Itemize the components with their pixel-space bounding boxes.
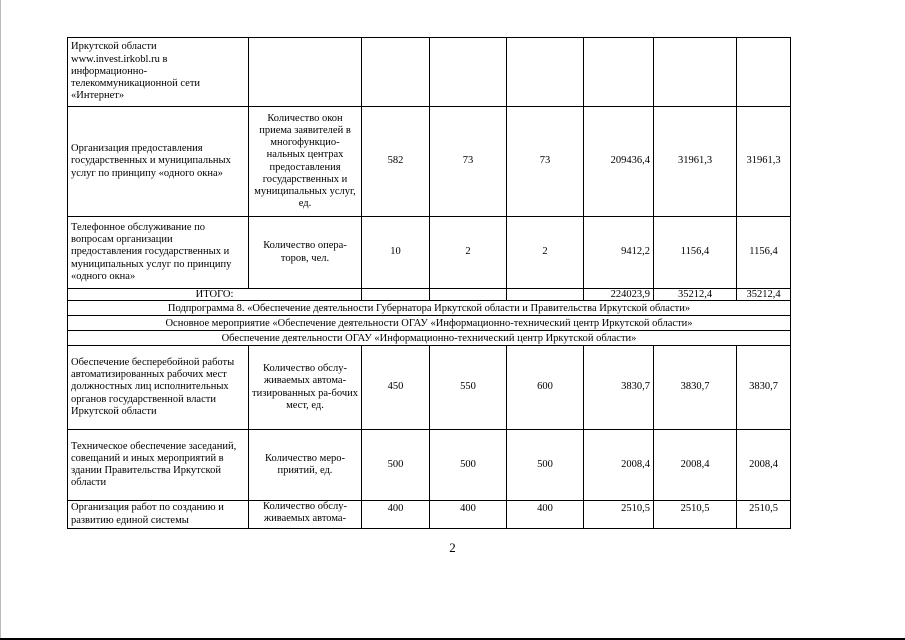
cell-name: Телефонное обслуживание по вопросам организации предоставления государственных и муниципальных услуг по принципу «одного окна» [68, 217, 249, 289]
cell-name: Техническое обеспечение заседаний, совещаний и иных мероприятий в здании Правительства Иркутской области [68, 430, 249, 501]
table-row [68, 38, 791, 107]
cell-name: Организация предоставления государственных и муниципальных услуг по принципу «одного окна» [68, 107, 249, 217]
table-row [68, 217, 791, 289]
cell-value: 1156,4 [737, 217, 791, 289]
total-value: 35212,4 [737, 289, 791, 301]
activity-title: Обеспечение деятельности ОГАУ «Информационно-технический центр Иркутской области» [68, 331, 791, 346]
cell-value: 600 [507, 346, 584, 430]
cell-value [430, 38, 507, 107]
cell-value: 582 [362, 107, 430, 217]
subprogram-title: Подпрограмма 8. «Обеспечение деятельности Губернатора Иркутской области и Правительства Иркутской области» [68, 301, 791, 316]
cell-value: 3830,7 [584, 346, 654, 430]
cell-indicator: Количество меро-приятий, ед. [249, 430, 362, 501]
cell-value: 500 [362, 430, 430, 501]
cell-value: 2008,4 [584, 430, 654, 501]
cell-value: 31961,3 [737, 107, 791, 217]
cell-value [654, 38, 737, 107]
cell-value: 10 [362, 217, 430, 289]
cell-value: 3830,7 [737, 346, 791, 430]
cell-value [737, 38, 791, 107]
cell-value: 450 [362, 346, 430, 430]
cell-value: 1156,4 [654, 217, 737, 289]
cell-value: 400 [507, 501, 584, 529]
cell-name: Обеспечение бесперебойной работы автоматизированных рабочих мест должностных лиц исполнительных органов государственной власти Иркутской области [68, 346, 249, 430]
cell-value: 400 [430, 501, 507, 529]
table-row [68, 107, 791, 217]
cell-value [507, 38, 584, 107]
cell-value: 2 [507, 217, 584, 289]
main-event-title: Основное мероприятие «Обеспечение деятельности ОГАУ «Информационно-технический центр Иркутской области» [68, 316, 791, 331]
cell-value [362, 38, 430, 107]
table-row [68, 346, 791, 430]
cell-value: 550 [430, 346, 507, 430]
cell-indicator: Количество обслу-живаемых автома- [249, 501, 362, 529]
cell-value [584, 38, 654, 107]
activity-row [68, 331, 791, 346]
cell-value: 209436,4 [584, 107, 654, 217]
cell-indicator: Количество обслу-живаемых автома-тизированных ра-бочих мест, ед. [249, 346, 362, 430]
cell-value: 2008,4 [654, 430, 737, 501]
cell-indicator: Количество опера-торов, чел. [249, 217, 362, 289]
main-event-row [68, 316, 791, 331]
cell-value: 2510,5 [654, 501, 737, 529]
table-row [68, 501, 791, 529]
total-row [68, 289, 791, 301]
cell-name: Организация работ по созданию и развитию единой системы [68, 501, 249, 529]
cell-value: 9412,2 [584, 217, 654, 289]
cell-value [507, 289, 584, 301]
cell-name: Иркутской области www.invest.irkobl.ru в информационно-телекоммуникационной сети «Интернет» [68, 38, 249, 107]
cell-value: 31961,3 [654, 107, 737, 217]
table-row [68, 430, 791, 501]
total-value: 35212,4 [654, 289, 737, 301]
cell-value: 500 [507, 430, 584, 501]
cell-value: 400 [362, 501, 430, 529]
cell-value [362, 289, 430, 301]
total-value: 224023,9 [584, 289, 654, 301]
cell-indicator: Количество окон приема заявителей в многофункцио-нальных центрах предоставления государственных и муниципальных услуг, ед. [249, 107, 362, 217]
page-number: 2 [449, 540, 456, 555]
cell-value: 2510,5 [584, 501, 654, 529]
total-label: ИТОГО: [68, 289, 362, 301]
cell-value: 3830,7 [654, 346, 737, 430]
cell-value: 2 [430, 217, 507, 289]
cell-value: 500 [430, 430, 507, 501]
subprogram-row [68, 301, 791, 316]
cell-value [430, 289, 507, 301]
cell-indicator [249, 38, 362, 107]
cell-value: 2510,5 [737, 501, 791, 529]
program-table [67, 37, 791, 529]
cell-value: 2008,4 [737, 430, 791, 501]
cell-value: 73 [507, 107, 584, 217]
cell-value: 73 [430, 107, 507, 217]
